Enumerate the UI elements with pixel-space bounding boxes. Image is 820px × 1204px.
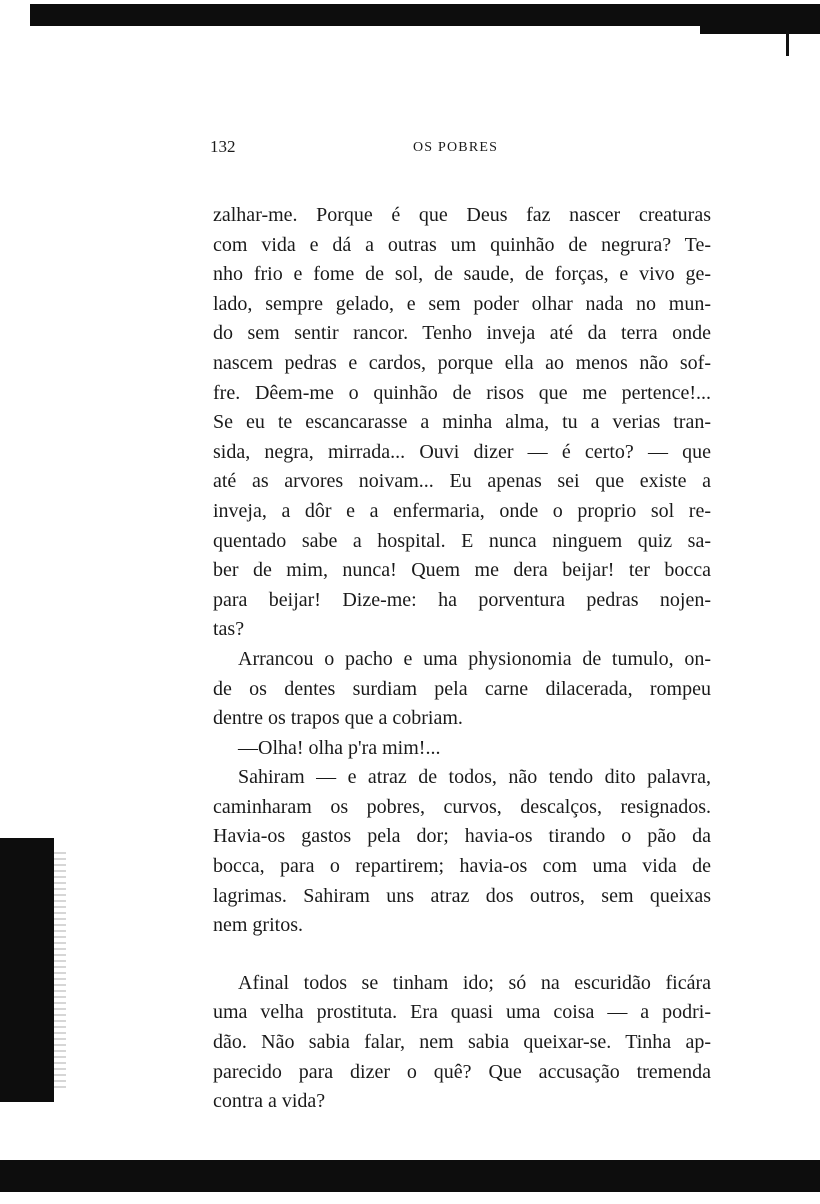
scan-binding-shadow — [0, 838, 54, 1102]
text-line: Arrancou o pacho e uma physionomia de tumulo, on- — [238, 647, 711, 670]
text-line: lado, sempre gelado, e sem poder olhar nada no mun- — [213, 292, 711, 315]
text-line: dão. Não sabia falar, nem sabia queixar-se. Tinha ap- — [213, 1031, 711, 1054]
page-number: 132 — [210, 137, 236, 156]
scan-top-border-step — [700, 26, 820, 34]
text-line: até as arvores noivam... Eu apenas sei que existe a — [213, 470, 711, 493]
text-line: zalhar-me. Porque é que Deus faz nascer creaturas — [213, 204, 711, 226]
text-line: Afinal todos se tinham ido; só na escuridão ficára — [238, 971, 711, 994]
text-line: lagrimas. Sahiram uns atraz dos outros, sem queixas — [213, 884, 711, 907]
text-line: nascem pedras e cardos, porque ella ao menos não sof- — [213, 351, 711, 374]
text-line: do sem sentir rancor. Tenho inveja até da terra onde — [213, 322, 711, 345]
text-line: fre. Dêem-me o quinhão de risos que me pertence!... — [213, 381, 711, 404]
text-line: ber de mim, nunca! Quem me dera beijar! ter bocca — [213, 559, 711, 582]
running-title: OS POBRES — [413, 140, 499, 155]
text-line: de os dentes surdiam pela carne dilacerada, rompeu — [213, 677, 711, 700]
text-line: parecido para dizer o quê? Que accusação tremenda — [213, 1060, 711, 1083]
text-line: caminharam os pobres, curvos, descalços, resignados. — [213, 795, 711, 818]
section-break — [213, 941, 711, 969]
page-header — [0, 137, 820, 161]
body-text — [213, 201, 711, 1117]
text-line: com vida e dá a outras um quinhão de negrura? Te- — [213, 233, 711, 256]
scan-bottom-border — [0, 1160, 820, 1192]
text-line: tas? — [213, 618, 245, 641]
text-line: inveja, a dôr e a enfermaria, onde o proprio sol re- — [213, 499, 711, 522]
text-line: contra a vida? — [213, 1090, 326, 1113]
text-line: nem gritos. — [213, 914, 303, 937]
text-line: dentre os trapos que a cobriam. — [213, 707, 463, 730]
scan-binding-edge — [54, 852, 66, 1092]
text-line: quentado sabe a hospital. E nunca ninguem quiz sa- — [213, 529, 711, 552]
text-line: para beijar! Dize-me: ha porventura pedras nojen- — [213, 588, 711, 611]
text-line: nho frio e fome de sol, de saude, de forças, e vivo ge- — [213, 263, 711, 286]
text-line: uma velha prostituta. Era quasi uma coisa — a podri- — [213, 1001, 711, 1024]
text-line: bocca, para o repartirem; havia-os com uma vida de — [213, 855, 711, 878]
text-line: sida, negra, mirrada... Ouvi dizer — é certo? — que — [213, 440, 711, 463]
scan-top-border — [30, 4, 820, 26]
text-line: —Olha! olha p'ra mim!... — [238, 736, 441, 759]
text-line: Se eu te escancarasse a minha alma, tu a verias tran- — [213, 411, 711, 434]
scan-edge-mark — [786, 30, 789, 56]
text-line: Sahiram — e atraz de todos, não tendo dito palavra, — [238, 766, 711, 789]
text-line: Havia-os gastos pela dor; havia-os tirando o pão da — [213, 825, 711, 848]
